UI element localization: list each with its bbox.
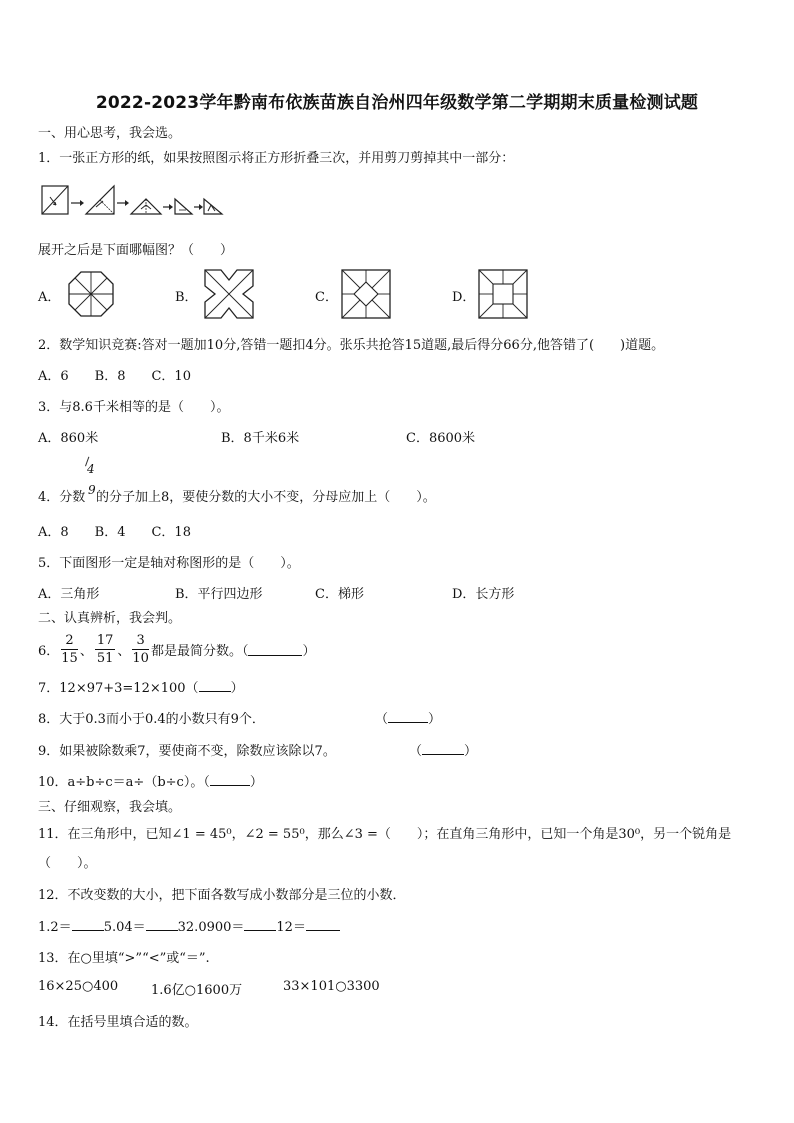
q6-fraction-1-numerator: 2 xyxy=(61,634,78,650)
q12-blank-4[interactable] xyxy=(306,918,340,931)
q4-fraction-numerator: 4 xyxy=(87,462,95,476)
q8-open-paren: （ xyxy=(375,712,389,727)
q6-separator: 、 xyxy=(117,643,131,659)
question-4-prefix: 4．分数 xyxy=(38,490,86,505)
q12-item-1: 1.2＝ xyxy=(38,920,72,935)
question-6-number: 6． xyxy=(38,643,60,659)
question-2-options[interactable]: A．6 B．8 C．10 xyxy=(38,369,191,384)
question-11-line-1: 11．在三角形中，已知∠1 = 45⁰，∠2 = 55⁰，那么∠3 =（ ）；在直角三角形中，已知一个角是30⁰，另一个锐角是 xyxy=(38,827,732,842)
q3-option-b[interactable]: B．8千米6米 xyxy=(221,431,300,446)
q6-fraction-1-denominator: 15 xyxy=(61,650,78,666)
q12-blank-3[interactable] xyxy=(244,918,276,931)
q12-item-3: 32.0900＝ xyxy=(177,920,245,935)
q13-item-2[interactable]: 1.6亿○1600万 xyxy=(151,983,243,998)
question-4-options[interactable]: A．8 B．4 C．18 xyxy=(38,525,191,540)
q12-blank-1[interactable] xyxy=(72,918,104,931)
q12-item-4: 12＝ xyxy=(276,920,306,935)
q1-option-c-label[interactable]: C． xyxy=(315,290,338,305)
question-9-answer xyxy=(409,740,477,759)
question-9-text: 9．如果被除数乘7，要使商不变，除数应该除以7。 xyxy=(38,744,336,759)
section-2-heading: 二、认真辨析，我会判。 xyxy=(38,611,182,626)
q1-option-a-label[interactable]: A． xyxy=(38,290,61,305)
q1-option-d-label[interactable]: D． xyxy=(452,290,476,305)
q9-open-paren: （ xyxy=(409,744,423,759)
question-7-text: 7．12×97+3=12×100（ xyxy=(38,681,199,696)
question-5-text: 5．下面图形一定是轴对称图形的是（ ）。 xyxy=(38,556,300,571)
q10-answer-blank[interactable] xyxy=(210,773,250,786)
q6-fraction-3 xyxy=(132,634,149,665)
q3-option-c[interactable]: C．8600米 xyxy=(406,431,476,446)
page-title: 2022-2023学年黔南布依族苗族自治州四年级数学第二学期期末质量检测试题 xyxy=(95,93,699,113)
question-10-row xyxy=(38,771,263,790)
q6-answer-blank[interactable] xyxy=(248,643,302,656)
q7-answer-blank[interactable] xyxy=(199,679,231,692)
question-3-text: 3．与8.6千米相等的是（ ）。 xyxy=(38,400,230,415)
q13-item-1[interactable]: 16×25○400 xyxy=(38,979,119,994)
q6-fraction-2 xyxy=(95,634,116,665)
question-6-row xyxy=(38,631,315,667)
question-12-items xyxy=(38,916,340,935)
section-1-heading: 一、用心思考，我会选。 xyxy=(38,126,182,141)
q13-item-3[interactable]: 33×101○3300 xyxy=(283,979,380,994)
q9-close-paren: ） xyxy=(464,744,478,759)
q5-option-d[interactable]: D．长方形 xyxy=(452,587,515,602)
q1-option-b-figure[interactable] xyxy=(203,268,255,320)
q9-answer-blank[interactable] xyxy=(422,742,464,755)
q10-close-paren: ） xyxy=(249,775,263,790)
question-2-text: 2．数学知识竞赛:答对一题加10分,答错一题扣4分。张乐共抢答15道题,最后得分66分,他答错了( )道题。 xyxy=(38,338,665,353)
q4-fraction-denominator: 9 xyxy=(88,483,96,497)
q8-close-paren: ） xyxy=(428,712,442,727)
question-1-text: 1．一张正方形的纸，如果按照图示将正方形折叠三次，并用剪刀剪掉其中一部分： xyxy=(38,151,515,166)
q3-option-a[interactable]: A．860米 xyxy=(38,431,99,446)
question-4-text: 的分子加上8，要使分数的大小不变，分母应加上（ ）。 xyxy=(96,490,436,505)
q6-separator: 、 xyxy=(79,643,93,659)
q6-fraction-3-numerator: 3 xyxy=(132,634,149,650)
question-11-line-2[interactable]: （ ）。 xyxy=(38,856,97,871)
q5-option-b[interactable]: B．平行四边形 xyxy=(175,587,263,602)
question-10-text: 10．a÷b÷c＝a÷（b÷c）。（ xyxy=(38,775,210,790)
q6-fraction-2-denominator: 51 xyxy=(96,650,114,666)
q1-option-d-figure[interactable] xyxy=(477,268,529,320)
q5-option-a[interactable]: A．三角形 xyxy=(38,587,100,602)
question-7-row xyxy=(38,677,244,696)
q12-item-2: 5.04＝ xyxy=(103,920,146,935)
q6-close-paren: ） xyxy=(302,643,316,659)
q1-option-a-figure[interactable] xyxy=(66,269,116,319)
q6-fraction-2-numerator: 17 xyxy=(96,632,114,648)
q1-option-c-figure[interactable] xyxy=(340,268,392,320)
q6-fraction-3-denominator: 10 xyxy=(132,650,149,666)
question-8-text: 8．大于0.3而小于0.4的小数只有9个． xyxy=(38,712,265,727)
q12-blank-2[interactable] xyxy=(146,918,178,931)
q5-option-c[interactable]: C．梯形 xyxy=(315,587,364,602)
question-12-text: 12．不改变数的大小，把下面各数写成小数部分是三位的小数． xyxy=(38,888,406,903)
q8-answer-blank[interactable] xyxy=(388,710,428,723)
question-13-text: 13．在○里填“>”“<”或“＝”. xyxy=(38,951,210,966)
q6-fraction-1 xyxy=(61,634,78,665)
q7-close-paren: ） xyxy=(230,681,244,696)
question-8-answer xyxy=(375,708,441,727)
q1-option-b-label[interactable]: B． xyxy=(175,290,198,305)
question-1-prompt: 展开之后是下面哪幅图？（ ） xyxy=(38,243,234,258)
question-6-text: 都是最简分数。（ xyxy=(150,643,249,659)
folding-steps-figure xyxy=(40,183,225,219)
question-14-text: 14．在括号里填合适的数。 xyxy=(38,1015,198,1030)
section-3-heading: 三、仔细观察，我会填。 xyxy=(38,800,182,815)
